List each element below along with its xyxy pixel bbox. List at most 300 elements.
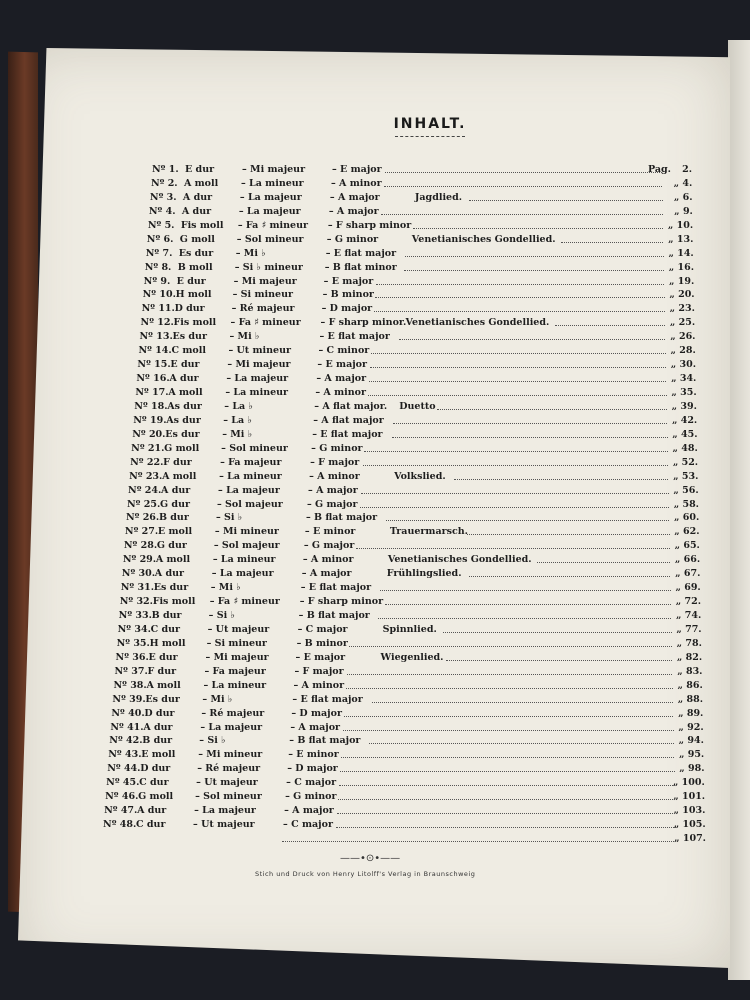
toc-row (126, 511, 699, 525)
english-key: – G major (303, 540, 355, 552)
english-key: – B minor (322, 289, 374, 301)
german-key: F dur (163, 456, 192, 468)
entry-number: Nº 28. (123, 540, 158, 552)
french-key: – Ut majeur (193, 819, 255, 831)
french-key: – Mi majeur (227, 359, 291, 371)
page-number: „ 45. (672, 428, 698, 440)
french-key: – La majeur (211, 568, 274, 580)
english-key: – G minor (326, 233, 379, 245)
dot-leader (405, 256, 663, 257)
page-number: „ 100. (672, 777, 705, 789)
french-key: – La mineur (225, 387, 289, 398)
entry-number: Nº 27. (124, 526, 159, 538)
footer-ornament: ——•⊙•—— (340, 853, 401, 864)
facing-page-edge (728, 40, 750, 980)
german-key: H moll (175, 289, 212, 301)
french-key: – Fa ♯ mineur (237, 219, 309, 231)
english-key: – E flat major (312, 428, 383, 440)
french-key: – Mi mineur (198, 749, 263, 761)
toc-row (129, 470, 698, 484)
english-key: – D major (291, 707, 342, 719)
english-key: – F sharp minor (299, 596, 384, 608)
page-number: „ 82. (676, 651, 703, 663)
song-title: Venetianisches Gondellied. (387, 554, 532, 566)
toc-row (108, 748, 704, 762)
entry-number: Nº 2. (150, 177, 178, 189)
dot-leader (437, 409, 667, 410)
dot-leader (372, 702, 673, 703)
german-key: As dur (167, 400, 202, 412)
dot-leader (341, 757, 674, 758)
dot-leader (413, 228, 663, 229)
toc-row (113, 679, 702, 693)
german-key: A dur (181, 205, 212, 217)
page-number: „ 14. (668, 247, 694, 259)
page-number: „ 92. (678, 721, 704, 733)
toc-row (138, 344, 695, 358)
toc-row (151, 177, 692, 191)
dot-leader (392, 437, 668, 438)
page-number: „ 28. (670, 345, 696, 357)
english-key: – F sharp minor (327, 219, 412, 231)
english-key: – C major (286, 777, 337, 789)
entry-number: Nº 22. (130, 456, 164, 468)
page-number: „ 48. (672, 442, 698, 454)
french-key: – La mineur (240, 177, 304, 189)
german-key: E moll (141, 749, 176, 761)
english-key: – E major (295, 651, 346, 663)
english-key: – A minor (293, 679, 345, 691)
german-key: Es dur (145, 693, 180, 705)
page-number: „ 66. (674, 554, 701, 566)
entry-number: Nº 25. (127, 498, 161, 510)
toc-row (143, 288, 695, 302)
dot-leader (370, 367, 666, 368)
toc-row (117, 637, 702, 651)
page-number: „ 83. (677, 665, 703, 677)
dot-leader (378, 618, 671, 619)
french-key: – Mi ♭ (229, 331, 260, 343)
page-number: „ 89. (678, 707, 704, 719)
english-key: – E minor (288, 749, 339, 761)
entry-number: Nº 13. (139, 331, 173, 343)
dot-leader (469, 200, 662, 201)
german-key: B dur (158, 512, 189, 524)
french-key: – Sol mineur (236, 233, 304, 245)
page-number: „ 103. (673, 805, 706, 817)
page-number: „ 34. (671, 373, 697, 385)
entry-number: Nº 11. (141, 303, 175, 315)
french-key: – Fa majeur (204, 665, 266, 677)
toc-row (141, 316, 696, 330)
german-key: C dur (136, 819, 166, 831)
entry-number: Nº 14. (138, 345, 172, 357)
german-key: A moll (183, 177, 219, 189)
french-key: – Fa majeur (220, 456, 282, 468)
page-number: „ 9. (674, 205, 693, 217)
toc-row (119, 609, 702, 623)
english-key: – F major (294, 665, 344, 677)
page-number: „ 94. (678, 735, 704, 747)
english-key: – B minor (296, 637, 348, 649)
german-key: A moll (168, 387, 203, 398)
page-number: „ 25. (669, 317, 696, 329)
entry-number: Nº 15. (137, 359, 171, 371)
english-key: – A flat major. (314, 400, 388, 412)
toc-row (149, 205, 693, 219)
dot-leader (337, 813, 676, 814)
entry-number: Nº 24. (128, 484, 162, 496)
german-key: Fis moll (152, 596, 196, 608)
toc-row (104, 804, 705, 818)
entry-number: Nº 9. (143, 275, 171, 287)
dot-leader (399, 339, 665, 340)
english-key: – E major (317, 359, 367, 371)
german-key: E dur (148, 651, 178, 663)
song-title: Duetto (399, 400, 436, 412)
english-key: – A minor (302, 554, 354, 566)
french-key: – Sol mineur (221, 442, 288, 454)
toc-row (106, 776, 705, 790)
french-key: – La mineur (203, 679, 267, 691)
english-key: – A minor (315, 387, 366, 398)
page-number: „ 88. (677, 693, 704, 705)
english-key: – C major (283, 819, 333, 831)
dot-leader (385, 172, 662, 173)
french-key: – Sol majeur (217, 498, 283, 510)
german-key: B moll (177, 261, 213, 273)
entry-number: Nº 26. (125, 512, 160, 524)
entry-number: Nº 20. (132, 428, 166, 440)
page-number: „ 98. (679, 763, 705, 775)
entry-number: Nº 33. (118, 610, 152, 621)
german-key: A moll (155, 554, 191, 566)
german-key: D dur (174, 303, 205, 315)
toc-row (142, 302, 695, 316)
song-title: Spinnlied. (382, 623, 437, 635)
toc-row (147, 233, 694, 247)
german-key: D dur (144, 707, 175, 719)
toc-row (120, 595, 701, 609)
german-key: B dur (151, 610, 182, 621)
page-number: „ 77. (676, 623, 702, 635)
english-key: – E flat major (319, 331, 390, 343)
toc-row (122, 567, 701, 581)
toc-row (132, 428, 697, 442)
page-number: „ 42. (671, 414, 698, 426)
english-key: – E flat major (325, 247, 397, 259)
french-key: – Ré majeur (201, 707, 265, 719)
entry-number: Nº 17. (135, 387, 169, 398)
english-key: – B flat major (289, 735, 361, 747)
dot-leader (338, 799, 675, 800)
german-key: A dur (143, 721, 173, 733)
song-title: Wiegenlied. (380, 651, 444, 663)
english-key: – A major (301, 568, 352, 580)
page-title: INHALT. (393, 116, 467, 132)
german-key: C dur (150, 623, 181, 635)
page-number: „ 58. (673, 498, 699, 510)
french-key: – Ut majeur (196, 777, 258, 789)
dot-leader (360, 507, 669, 508)
dot-leader (343, 730, 674, 731)
entry-number: Nº 30. (121, 568, 156, 580)
page-number: 2. (682, 164, 692, 175)
french-key: – Mi majeur (233, 275, 297, 287)
entry-number: Nº 7. (145, 247, 173, 259)
dot-leader (469, 576, 670, 577)
page-number: „ 26. (670, 331, 696, 343)
english-key: – G minor (285, 791, 337, 803)
toc-row (127, 498, 699, 512)
toc-row (133, 414, 697, 428)
page-number: „ 23. (669, 303, 695, 315)
toc-row (145, 261, 694, 275)
toc-row (107, 762, 704, 776)
dot-leader (375, 297, 664, 298)
entry-number: Nº 40. (111, 707, 145, 719)
german-key: C moll (171, 345, 206, 357)
english-key: – D major (321, 303, 373, 315)
french-key: – Ré majeur (231, 303, 295, 315)
english-key: – A minor (330, 177, 382, 189)
page-number: „ 67. (675, 568, 701, 580)
song-title: Frühlingslied. (386, 568, 462, 580)
entry-number: Nº 16. (136, 373, 170, 385)
toc-row (148, 219, 693, 233)
english-key: – A major (329, 191, 380, 203)
entry-number: Nº 23. (129, 470, 163, 482)
german-key: Es dur (153, 582, 189, 594)
page-number: „ 13. (668, 233, 694, 245)
dot-leader (371, 353, 666, 354)
french-key: – La majeur (200, 721, 263, 733)
imprint-line: Stich und Druck von Henry Litolff's Verlag in Braunschweig (255, 870, 476, 878)
entry-number: Nº 39. (112, 693, 146, 705)
page-number: „ 74. (676, 610, 702, 621)
german-key: As dur (166, 414, 201, 426)
toc-row (116, 651, 703, 665)
german-key: Fis moll (173, 317, 217, 329)
toc-row (137, 358, 696, 372)
french-key: – Mi mineur (214, 526, 279, 538)
german-key: B dur (142, 735, 173, 747)
toc-row (128, 484, 699, 498)
german-key: A dur (182, 191, 213, 203)
toc-row (134, 400, 697, 414)
english-key: – E major (323, 275, 374, 287)
dot-leader (374, 311, 665, 312)
entry-number: Nº 37. (114, 665, 148, 677)
song-title: Trauermarsch. (389, 526, 468, 538)
dot-leader (381, 214, 662, 215)
german-key: A dur (137, 805, 167, 817)
dot-leader (386, 520, 670, 521)
toc-row (135, 386, 696, 400)
french-key: – Sol majeur (213, 540, 280, 552)
toc-row (140, 330, 696, 344)
french-key: – Mi majeur (205, 651, 269, 663)
dot-leader (336, 827, 676, 828)
page-number: „ 86. (677, 679, 703, 691)
french-key: – La majeur (239, 191, 302, 203)
toc-row (124, 539, 700, 553)
entry-number: Nº 18. (134, 400, 168, 412)
french-key: – Si mineur (232, 289, 293, 301)
toc-row (102, 832, 706, 846)
german-key: Fis moll (180, 219, 224, 231)
song-title: Volkslied. (394, 470, 446, 482)
page-number: „ 53. (673, 470, 699, 482)
dot-leader (454, 479, 668, 480)
french-key: – La mineur (212, 554, 276, 566)
entry-number: Nº 43. (108, 749, 142, 761)
french-key: – Si ♭ (199, 735, 226, 747)
entry-number: Nº 31. (120, 582, 155, 594)
german-key: F dur (147, 665, 177, 677)
english-key: – E flat major (300, 582, 372, 594)
page-number: „ 95. (678, 749, 705, 761)
entry-number: Nº 35. (116, 637, 150, 649)
page-number: „ 105. (673, 819, 706, 831)
entry-number: Nº 12. (140, 317, 174, 329)
pag-label: Pag. (648, 164, 671, 175)
english-key: – B flat major (298, 610, 370, 621)
page-number: „ 62. (674, 526, 700, 538)
german-key: H moll (149, 637, 186, 649)
french-key: – Fa ♯ mineur (209, 596, 280, 608)
entry-number: Nº 21. (131, 442, 165, 454)
french-key: – Mi ♭ (235, 247, 266, 259)
english-key: – A flat major (313, 414, 384, 426)
english-key: – E minor (304, 526, 356, 538)
entry-number: Nº 47. (104, 805, 138, 817)
french-key: – Mi ♭ (202, 693, 233, 705)
entry-number: Nº 34. (117, 623, 151, 635)
toc-row (115, 665, 703, 679)
page-number: „ 20. (669, 289, 695, 301)
french-key: – Ré majeur (197, 763, 261, 775)
entry-number: Nº 8. (144, 261, 172, 273)
english-key: – F sharp minor. (320, 317, 407, 329)
dot-leader (344, 716, 673, 717)
dot-leader (380, 590, 670, 591)
page-number: „ 72. (675, 596, 702, 608)
dot-leader (404, 270, 664, 271)
page-number: „ 4. (673, 177, 693, 189)
page-number: „ 101. (673, 791, 706, 803)
english-key: – F major (310, 456, 360, 468)
french-key: – Si ♭ (215, 512, 243, 524)
toc-row (130, 456, 698, 470)
dot-leader (393, 423, 667, 424)
dot-leader (385, 604, 671, 605)
german-key: E dur (185, 164, 215, 175)
english-key: – A major (308, 484, 358, 496)
french-key: – La mineur (219, 470, 282, 482)
entry-number: Nº 4. (148, 205, 176, 217)
german-key: G dur (156, 540, 187, 552)
toc-row (118, 623, 702, 637)
page-number: „ 19. (669, 275, 695, 287)
dot-leader (537, 562, 670, 563)
french-key: – Mi majeur (242, 164, 306, 175)
french-key: – Ut majeur (207, 623, 270, 635)
dot-leader (446, 660, 672, 661)
toc-row (111, 707, 703, 721)
english-key: – C major (297, 623, 348, 635)
entry-number: Nº 3. (149, 191, 177, 203)
german-key: D dur (140, 763, 171, 775)
toc-row (121, 581, 701, 595)
page-number: „ 107. (674, 833, 706, 844)
entry-number: Nº 29. (122, 554, 157, 566)
entry-number: Nº 1. (152, 164, 179, 175)
toc-row (123, 553, 700, 567)
page-number: „ 56. (673, 484, 699, 496)
toc-row (109, 734, 704, 748)
toc-row (110, 721, 703, 735)
page-number: „ 6. (673, 191, 693, 203)
english-key: – A major (328, 205, 379, 217)
page-number: „ 10. (667, 219, 694, 231)
german-key: E moll (157, 526, 193, 538)
french-key: – Mi ♭ (222, 428, 253, 440)
german-key: A dur (154, 568, 185, 580)
english-key: – A major (316, 373, 367, 385)
toc-row (146, 247, 694, 261)
german-key: C dur (139, 777, 169, 789)
page-number: „ 30. (670, 359, 697, 371)
page-number: „ 35. (671, 387, 697, 398)
dot-leader (376, 284, 664, 285)
toc-row (144, 275, 695, 289)
french-key: – Ut mineur (228, 345, 292, 357)
toc-row (103, 818, 706, 832)
french-key: – La majeur (218, 484, 280, 496)
dot-leader (349, 646, 672, 647)
french-key: – Si mineur (206, 637, 267, 649)
german-key: A moll (146, 679, 181, 691)
page-number: „ 39. (671, 400, 697, 412)
english-key: – G minor (311, 442, 363, 454)
page-number: „ 16. (668, 261, 695, 273)
german-key: G moll (138, 791, 174, 803)
toc-row (105, 790, 705, 804)
french-key: – Fa ♯ mineur (230, 317, 301, 329)
dot-leader (346, 688, 673, 689)
english-key: – D major (287, 763, 338, 775)
german-key: G moll (164, 442, 200, 454)
german-key: E dur (176, 275, 206, 287)
page-number: „ 78. (676, 637, 702, 649)
page-number: „ 65. (674, 540, 700, 552)
french-key: – Si ♭ (208, 610, 235, 621)
german-key: Es dur (178, 247, 214, 259)
dot-leader (363, 465, 668, 466)
song-title: Venetianisches Gondellied. (411, 233, 556, 245)
dot-leader (361, 493, 669, 494)
german-key: A moll (162, 470, 197, 482)
german-key: A dur (169, 373, 199, 385)
toc-row (136, 372, 696, 386)
french-key: – Sol mineur (195, 791, 262, 803)
dot-leader (369, 381, 666, 382)
entry-number: Nº 32. (119, 596, 153, 608)
page-number: „ 60. (673, 512, 700, 524)
dot-leader (561, 242, 663, 243)
dot-leader (340, 771, 675, 772)
